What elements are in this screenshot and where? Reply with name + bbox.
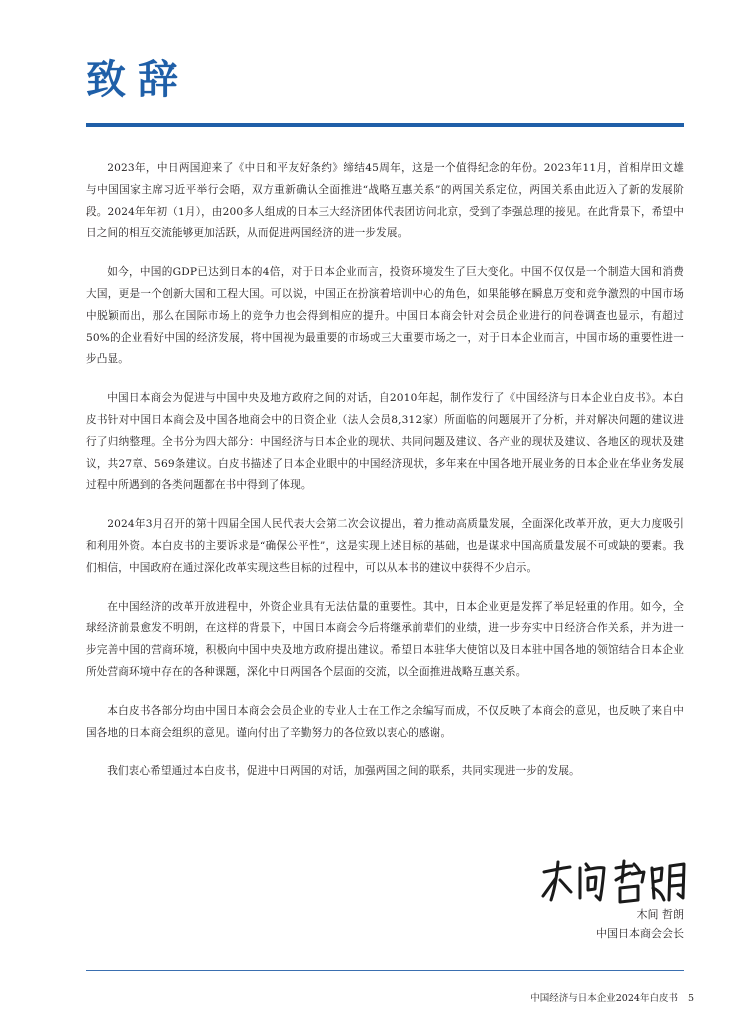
paragraph: 我们衷心希望通过本白皮书，促进中日两国的对话，加强两国之间的联系，共同实现进一步的发展。 bbox=[107, 765, 580, 778]
paragraph: 2024年3月召开的第十四届全国人民代表大会第二次会议提出，着力推动高质量发展，全面深化改革开放，更大力度吸引和利用外资。本白皮书的主要诉求是“确保公平性”，这是实现上述目标的基础，也是谋求中国高质量发展不可或缺的要素。我们相信，中国政府在通过深化改革实现这些目标的过程中，可以从本书的建议中获得不少启示。 bbox=[86, 518, 684, 574]
paragraph: 在中国经济的改革开放进程中，外资企业具有无法估量的重要性。其中，日本企业更是发挥了举足轻重的作用。如今，全球经济前景愈发不明朗，在这样的背景下，中国日本商会今后将继承前辈们的业绩，进一步夯实中日经济合作关系，并为进一步完善中国的营商环境，积极向中国中央及地方政府提出建议。希望日本驻华大使馆以及日本驻中国各地的领馆结合日本企业所处营商环境中存在的各种课题，深化中日两国各个层面的交流，以全面推进战略互惠关系。 bbox=[86, 600, 684, 678]
letter-body bbox=[86, 158, 684, 800]
signatory-title: 中国日本商会会长 bbox=[596, 927, 684, 940]
signatory-name: 木间 哲朗 bbox=[636, 908, 684, 921]
footer-divider bbox=[86, 970, 684, 971]
paragraph: 如今，中国的GDP已达到日本的4倍，对于日本企业而言，投资环境发生了巨大变化。中国不仅仅是一个制造大国和消费大国，更是一个创新大国和工程大国。可以说，中国正在扮演着培训中心的角色，如果能够在瞬息万变和竞争激烈的中国市场中脱颖而出，那么在国际市场上的竞争力也会得到相应的提升。中国日本商会针对会员企业进行的问卷调查也显示，有超过50%的企业看好中国的经济发展，将中国视为最重要的市场或三大重要市场之一，对于日本企业而言，中国市场的重要性进一步凸显。 bbox=[86, 266, 684, 366]
page-number: 5 bbox=[687, 993, 694, 1004]
page-title: 致辞 bbox=[86, 57, 190, 103]
page-footer bbox=[530, 992, 694, 1006]
handwritten-signature bbox=[540, 858, 690, 906]
title-underline bbox=[86, 123, 684, 127]
paragraph: 本白皮书各部分均由中国日本商会会员企业的专业人士在工作之余编写而成，不仅反映了本商会的意见，也反映了来自中国各地的日本商会组织的意见。谨向付出了辛勤努力的各位致以衷心的感谢。 bbox=[86, 704, 684, 739]
paragraph: 2023年，中日两国迎来了《中日和平友好条约》缔结45周年，这是一个值得纪念的年份。2023年11月，首相岸田文雄与中国国家主席习近平举行会晤，双方重新确认全面推进“战略互惠关系”的两国关系定位，两国关系由此迈入了新的发展阶段。2024年年初（1月），由200多人组成的日本三大经济团体代表团访问北京，受到了李强总理的接见。在此背景下，希望中日之间的相互交流能够更加活跃，从而促进两国经济的进一步发展。 bbox=[86, 162, 684, 240]
publication-title: 中国经济与日本企业2024年白皮书 bbox=[530, 993, 678, 1004]
paragraph: 中国日本商会为促进与中国中央及地方政府之间的对话，自2010年起，制作发行了《中国经济与日本企业白皮书》。本白皮书针对中国日本商会及中国各地商会中的日资企业（法人会员8,312家）所面临的问题展开了分析，并对解决问题的建议进行了归纳整理。全书分为四大部分：中国经济与日本企业的现状、共同问题及建议、各产业的现状及建议、各地区的现状及建议，共27章、569条建议。白皮书描述了日本企业眼中的中国经济现状，多年来在中国各地开展业务的日本企业在华业务发展过程中所遇到的各类问题都在书中得到了体现。 bbox=[86, 392, 684, 492]
